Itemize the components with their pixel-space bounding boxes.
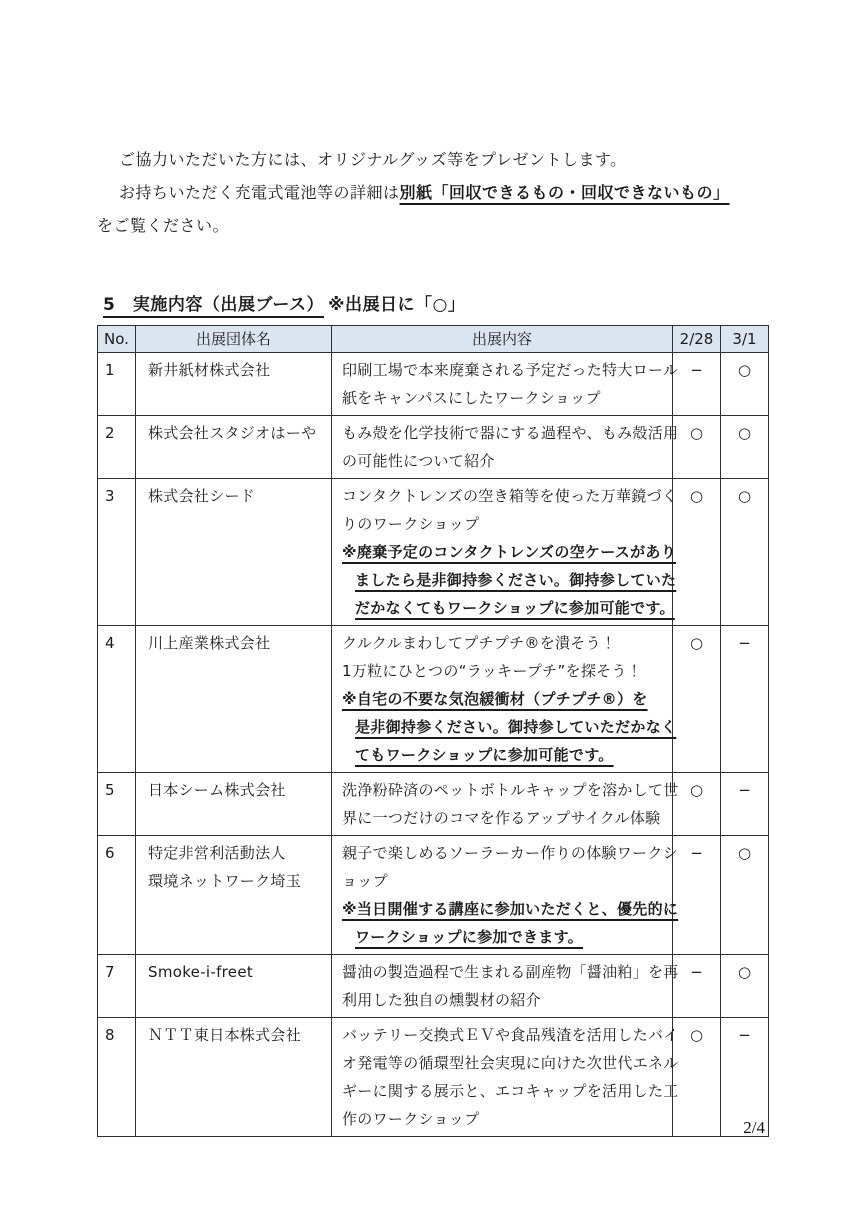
content-line: 利用した独自の燻製材の紹介: [342, 991, 541, 1009]
org-name-cell: [136, 626, 332, 773]
content-line: 作のワークショップ: [342, 1110, 480, 1128]
org-name-line: 新井紙材株式会社: [148, 361, 271, 379]
row-number: 1: [98, 353, 136, 416]
mark-mar1: ○: [721, 836, 769, 955]
mark-feb28: −: [673, 836, 721, 955]
content-line: 界に一つだけのコマを作るアップサイクル体験: [342, 809, 661, 827]
content-line: の可能性について紹介: [342, 452, 495, 470]
intro-line-3: をご覧ください。: [97, 216, 230, 235]
mark-feb28: −: [673, 955, 721, 1018]
header-org: 出展団体名: [136, 326, 332, 353]
content-line: 紙をキャンパスにしたワークショップ: [342, 389, 601, 407]
content-line: オ発電等の循環型社会実現に向けた次世代エネル: [342, 1054, 679, 1072]
org-name-cell: [136, 353, 332, 416]
intro-line-1: ご協力いただいた方には、オリジナルグッズ等をプレゼントします。: [119, 150, 627, 169]
content-cell: [332, 955, 679, 1018]
mark-feb28: −: [673, 353, 721, 416]
content-note-line: ましたら是非御持参ください。御持参していた: [355, 571, 677, 589]
row-number: 8: [98, 1018, 136, 1137]
org-name-cell: [136, 955, 332, 1018]
intro-line-2: [97, 176, 768, 209]
content-cell: [332, 773, 679, 836]
content-line: 印刷工場で本来廃棄される予定だった特大ロール: [342, 361, 679, 379]
header-row: [98, 326, 769, 353]
content-note-line: 是非御持参ください。御持参していただかなく: [355, 718, 677, 736]
org-name-line: 株式会社シード: [148, 487, 256, 505]
mark-mar1: ○: [721, 479, 769, 626]
org-name-cell: [136, 479, 332, 626]
org-name-line: 川上産業株式会社: [148, 634, 271, 652]
org-name-line: ＮＴＴ東日本株式会社: [148, 1026, 302, 1044]
org-name-cell: [136, 416, 332, 479]
row-number: 3: [98, 479, 136, 626]
section-heading-note: ※出展日に「○」: [327, 295, 466, 315]
content-line: クルクルまわしてプチプチ®を潰そう！: [342, 634, 617, 652]
booth-table-body: [98, 353, 769, 1137]
row-number: 5: [98, 773, 136, 836]
table-row: [98, 479, 769, 626]
page-number: 2/4: [743, 1118, 765, 1137]
org-name-line: Smoke-i-freet: [148, 963, 254, 981]
content-cell: [332, 1018, 679, 1137]
header-content: 出展内容: [332, 326, 673, 353]
org-name-line: 日本シーム株式会社: [148, 781, 286, 799]
mark-mar1: ○: [721, 955, 769, 1018]
mark-feb28: ○: [673, 479, 721, 626]
header-feb28: 2/28: [673, 326, 721, 353]
content-line: コンタクトレンズの空き箱等を使った万華鏡づく: [342, 487, 678, 505]
mark-mar1: −: [721, 773, 769, 836]
content-line: 洗浄粉砕済のペットボトルキャップを溶かして世: [342, 781, 679, 799]
org-name-cell: [136, 1018, 332, 1137]
table-row: [98, 955, 769, 1018]
content-cell: [332, 416, 679, 479]
content-line: 1万粒にひとつの“ラッキープチ”を探そう！: [342, 662, 643, 680]
section-heading: [103, 290, 768, 315]
section-heading-title: 5 実施内容（出展ブース）: [103, 295, 324, 315]
mark-feb28: ○: [673, 1018, 721, 1137]
intro-line-2-prefix: お持ちいただく充電式電池等の詳細は: [119, 183, 400, 202]
table-row: [98, 353, 769, 416]
mark-mar1: −: [721, 626, 769, 773]
org-name-line: 環境ネットワーク埼玉: [148, 872, 302, 890]
content-line: 醤油の製造過程で生まれる副産物「醤油粕」を再: [342, 963, 679, 981]
mark-mar1: ○: [721, 416, 769, 479]
booth-table-header: [98, 326, 769, 353]
header-no: No.: [98, 326, 136, 353]
table-row: [98, 773, 769, 836]
mark-feb28: ○: [673, 773, 721, 836]
row-number: 2: [98, 416, 136, 479]
row-number: 6: [98, 836, 136, 955]
org-name-line: 株式会社スタジオはーや: [148, 424, 317, 442]
table-row: [98, 1018, 769, 1137]
row-number: 7: [98, 955, 136, 1018]
content-note-line: ワークショップに参加できます。: [355, 928, 584, 946]
mark-mar1: ○: [721, 353, 769, 416]
mark-feb28: ○: [673, 416, 721, 479]
content-note-line: だかなくてもワークショップに参加可能です。: [355, 599, 675, 617]
content-line: 親子で楽しめるソーラーカー作りの体験ワークシ: [342, 844, 679, 862]
mark-mar1: −: [721, 1018, 769, 1137]
content-note-line: ※廃棄予定のコンタクトレンズの空ケースがあり: [342, 543, 677, 561]
table-row: [98, 836, 769, 955]
header-mar1: 3/1: [721, 326, 769, 353]
intro-paragraph: [97, 143, 768, 242]
content-line: りのワークショップ: [342, 515, 480, 533]
org-name-line: 特定非営利活動法人: [148, 844, 286, 862]
content-cell: [332, 479, 678, 626]
content-note-line: ※当日開催する講座に参加いただくと、優先的に: [342, 900, 679, 918]
table-row: [98, 416, 769, 479]
row-number: 4: [98, 626, 136, 773]
content-line: ョップ: [342, 872, 388, 890]
content-note-line: ※自宅の不要な気泡緩衝材（プチプチ®）を: [342, 690, 648, 708]
content-line: ギーに関する展示と、エコキャップを活用した工: [342, 1082, 679, 1100]
content-line: バッテリー交換式ＥＶや食品残渣を活用したバイ: [342, 1026, 679, 1044]
content-line: もみ殻を化学技術で器にする過程や、もみ殻活用: [342, 424, 679, 442]
content-cell: [332, 836, 679, 955]
mark-feb28: ○: [673, 626, 721, 773]
org-name-cell: [136, 773, 332, 836]
content-note-line: てもワークショップに参加可能です。: [355, 746, 614, 764]
content-cell: [332, 626, 677, 773]
intro-line-2-emphasis: 別紙「回収できるもの・回収できないもの」: [399, 183, 730, 202]
table-row: [98, 626, 769, 773]
org-name-cell: [136, 836, 332, 955]
booth-table: [97, 325, 769, 1137]
content-cell: [332, 353, 679, 416]
